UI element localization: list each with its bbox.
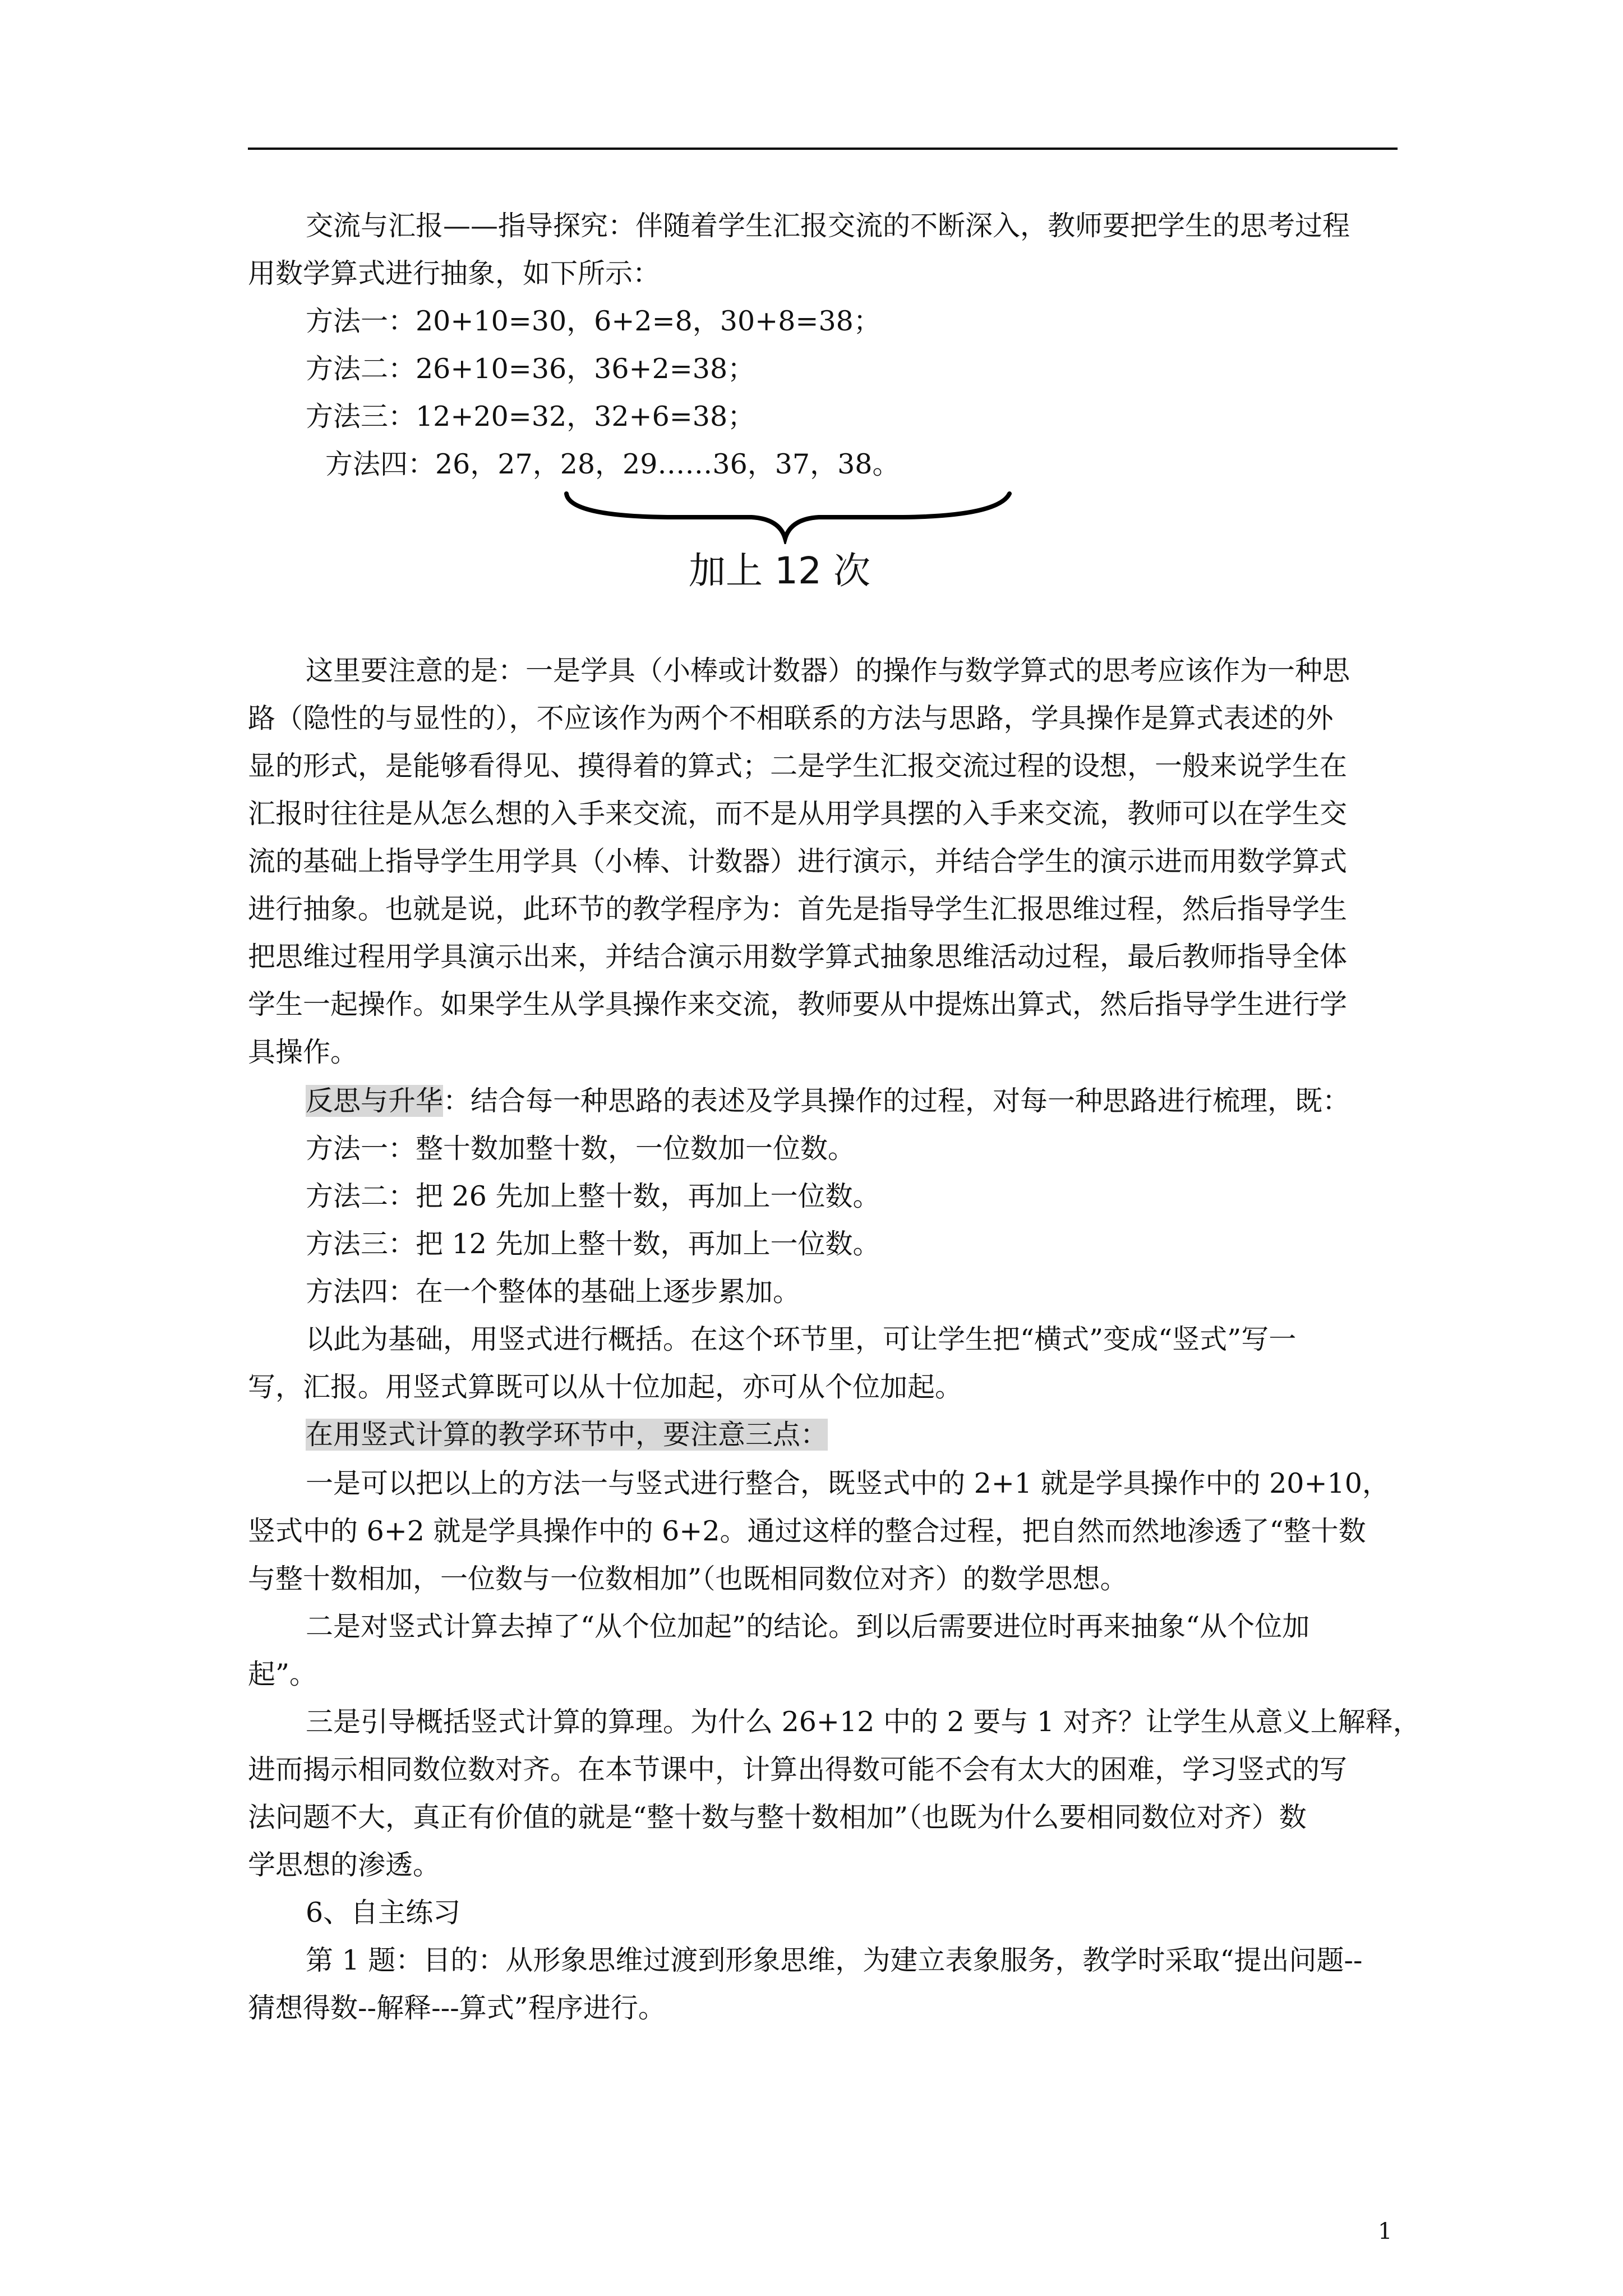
practice-line-1: 第 1 题：目的：从形象思维过渡到形象思维，为建立表象服务，教学时采取“提出问题-- <box>306 1944 1363 1976</box>
notes-line: 显的形式，是能够看得见、摸得着的算式；二是学生汇报交流过程的设想，一般来说学生在 <box>248 750 1348 782</box>
summary-line-2: 写，汇报。用竖式算既可以从十位加起，亦可从个位加起。 <box>248 1371 963 1403</box>
method-4-sequence: 方法四：26，27，28，29……36，37，38。 <box>325 448 900 480</box>
reflection-line <box>306 1085 1350 1117</box>
point-3-line: 法问题不大，真正有价值的就是“整十数与整十数相加”（也既为什么要相同数位对齐）数 <box>248 1801 1307 1833</box>
method-2-formula: 方法二：26+10=36，36+2=38； <box>306 353 755 385</box>
method-3-formula: 方法三：12+20=32，32+6=38； <box>306 401 755 432</box>
reflection-method-3: 方法三：把 12 先加上整十数，再加上一位数。 <box>306 1228 880 1260</box>
point-3-line: 三是引导概括竖式计算的算理。为什么 26+12 中的 2 要与 1 对齐？让学生从意义上解释， <box>306 1706 1421 1738</box>
notes-line: 汇报时往往是从怎么想的入手来交流，而不是从用学具摆的入手来交流，教师可以在学生交 <box>248 798 1348 830</box>
header-rule <box>248 148 1398 150</box>
point-3-line: 进而揭示相同数位数对齐。在本节课中，计算出得数可能不会有太大的困难，学习竖式的写 <box>248 1754 1348 1786</box>
point-1-line: 与整十数相加，一位数与一位数相加”（也既相同数位对齐）的数学思想。 <box>248 1563 1128 1595</box>
page-number: 1 <box>1378 2219 1393 2244</box>
notes-line: 这里要注意的是：一是学具（小棒或计数器）的操作与数学算式的思考应该作为一种思 <box>306 655 1350 687</box>
notes-line: 流的基础上指导学生用学具（小棒、计数器）进行演示，并结合学生的演示进而用数学算式 <box>248 845 1348 877</box>
point-1-line: 竖式中的 6+2 就是学具操作中的 6+2。通过这样的整合过程，把自然而然地渗透了“整十数 <box>248 1515 1366 1547</box>
notes-line: 学生一起操作。如果学生从学具操作来交流，教师要从中提炼出算式，然后指导学生进行学 <box>248 988 1348 1020</box>
reflection-method-4: 方法四：在一个整体的基础上逐步累加。 <box>306 1276 801 1308</box>
practice-heading: 6、自主练习 <box>306 1897 461 1929</box>
point-2-line: 起”。 <box>248 1658 317 1690</box>
brace-label: 加上 12 次 <box>689 549 870 592</box>
reflection-method-2: 方法二：把 26 先加上整十数，再加上一位数。 <box>306 1180 880 1212</box>
reflection-text: ：结合每一种思路的表述及学具操作的过程，对每一种思路进行梳理，既： <box>443 1085 1350 1117</box>
method-1-formula: 方法一：20+10=30，6+2=8，30+8=38； <box>306 305 881 337</box>
reflection-method-1: 方法一：整十数加整十数，一位数加一位数。 <box>306 1133 856 1165</box>
point-3-line: 学思想的渗透。 <box>248 1849 441 1881</box>
notes-line: 路（隐性的与显性的），不应该作为两个不相联系的方法与思路，学具操作是算式表述的外 <box>248 702 1334 734</box>
summary-line-1: 以此为基础，用竖式进行概括。在这个环节里，可让学生把“横式”变成“竖式”写一 <box>306 1323 1297 1355</box>
intro-line-1: 交流与汇报——指导探究：伴随着学生汇报交流的不断深入，教师要把学生的思考过程 <box>306 210 1350 242</box>
notes-line: 进行抽象。也就是说，此环节的教学程序为：首先是指导学生汇报思维过程，然后指导学生 <box>248 893 1348 925</box>
practice-line-2: 猜想得数--解释---算式”程序进行。 <box>248 1992 666 2024</box>
reflection-heading: 反思与升华 <box>306 1085 444 1117</box>
notes-line: 具操作。 <box>248 1036 358 1068</box>
notes-line: 把思维过程用学具演示出来，并结合演示用数学算式抽象思维活动过程，最后教师指导全体 <box>248 941 1348 973</box>
vertical-calc-heading: 在用竖式计算的教学环节中，要注意三点： <box>306 1419 828 1451</box>
intro-line-2: 用数学算式进行抽象，如下所示： <box>248 257 661 289</box>
vertical-calc-heading-line <box>306 1419 828 1451</box>
point-1-line: 一是可以把以上的方法一与竖式进行整合，既竖式中的 2+1 就是学具操作中的 20+10， <box>306 1467 1390 1499</box>
point-2-line: 二是对竖式计算去掉了“从个位加起”的结论。到以后需要进位时再来抽象“从个位加 <box>306 1611 1310 1642</box>
curly-brace <box>555 482 1021 544</box>
